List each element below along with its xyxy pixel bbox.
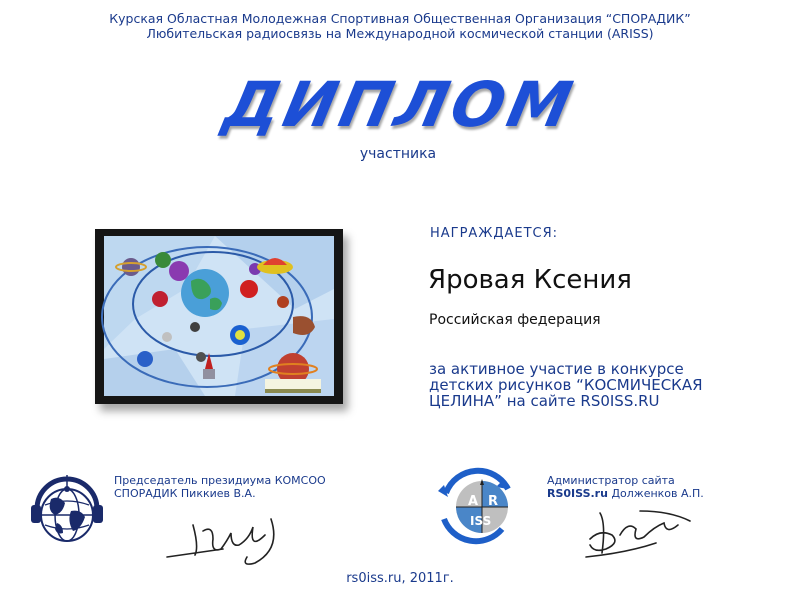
org-subtitle-line: Любительская радиосвязь на Международной космической станции (ARISS) xyxy=(146,26,654,41)
award-reason xyxy=(429,361,769,409)
admin-signature xyxy=(580,505,700,569)
award-reason-line: детских рисунков “КОСМИЧЕСКАЯ xyxy=(429,376,703,394)
admin-site-name: RS0ISS.ru xyxy=(547,487,608,500)
award-reason-line: ЦЕЛИНА” на сайте RS0ISS.RU xyxy=(429,392,660,410)
diploma-subtitle xyxy=(0,146,800,162)
space-drawing-image xyxy=(95,229,343,404)
footer-text: rs0iss.ru, 2011г. xyxy=(346,571,454,586)
admin-signature-title xyxy=(547,474,704,500)
recipient-name: Яровая Ксения xyxy=(428,265,632,295)
admin-title-line: Администратор сайта xyxy=(547,474,675,487)
award-reason-line: за активное участие в конкурсе xyxy=(429,360,684,378)
ariss-letter-r: R xyxy=(488,494,499,509)
ariss-letters-iss: ISS xyxy=(470,514,492,528)
recipient-country: Российская федерация xyxy=(429,312,601,328)
admin-name-line xyxy=(547,487,704,500)
ariss-letter-a: A xyxy=(468,494,479,509)
org-name-line: Курская Областная Молодежная Спортивная Общественная Организация “СПОРАДИК” xyxy=(109,11,691,26)
subtitle-text: участника xyxy=(359,146,437,162)
chair-signature xyxy=(163,505,303,569)
awarded-label: НАГРАЖДАЕТСЯ: xyxy=(430,226,559,241)
diploma-title: ДИПЛОМ xyxy=(217,68,583,141)
drawing-photo xyxy=(95,229,343,404)
chair-name-line: СПОРАДИК Пиккиев В.А. xyxy=(114,487,256,500)
chair-signature-title xyxy=(114,474,326,500)
sporadik-globe-logo xyxy=(27,465,107,553)
ariss-logo xyxy=(432,463,524,553)
chair-title-line: Председатель президиума КОМСОО xyxy=(114,474,326,487)
admin-person-name: Долженков А.П. xyxy=(611,487,704,500)
